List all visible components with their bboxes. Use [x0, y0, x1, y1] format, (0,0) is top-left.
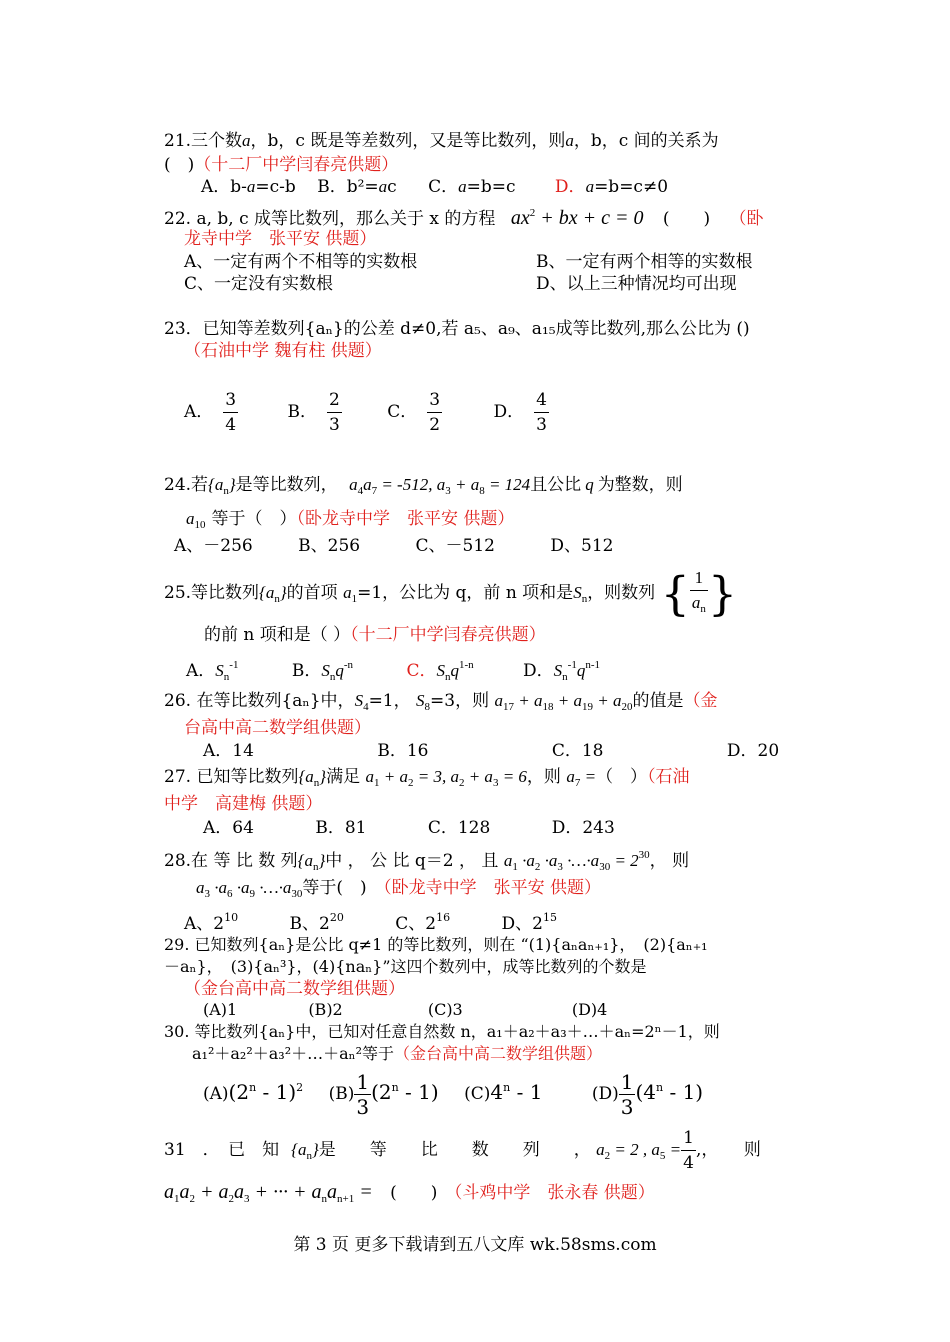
q25-line2: 的前 n 项和是（ ）（十二厂中学闫春亮供题） — [204, 625, 546, 645]
q29-line1: 29. 已知数列{aₙ}是公比 q≠1 的等比数列，则在 “(1){aₙaₙ₊₁}， (2){aₙ₊₁ — [164, 935, 708, 954]
q22-line1: 22. a, b, c 成等比数列，那么关于 x 的方程 $ax^2$ + bx + c = 0 ( ) （卧 — [164, 207, 764, 229]
q24-options: A、－256 B、256 C、－512 D、512 — [174, 536, 614, 556]
q22-equation: $ax^2$ + bx + c = 0 — [510, 207, 644, 229]
q31-line2: $a_1a_2 + a_2a_3$ + ··· + $a_na_{n+1}$ = ( ) （斗鸡中学 张永春 供题） — [164, 1181, 655, 1205]
page-footer: 第 3 页 更多下载请到五八文库 wk.58sms.com — [293, 1235, 657, 1255]
q29-line2: －aₙ}， (3){aₙ³}，(4){naₙ}”这四个数列中，成等比数列的个数是 — [164, 957, 647, 976]
q26-line1: 26. 在等比数列{aₙ}中，$S_4=1$， $S_8=3$，则 $a_{17} + a_{18} + a_{19} + a_{20}$的值是（金 — [164, 691, 718, 713]
q23-options: A． $\frac{3}{4}$ B． $\frac{2}{3}$ C． $\frac{3}{2}$ D． $\frac{4}{3}$ — [184, 390, 547, 435]
q31-line1: 31 ． 已 知 $\{a_n\}$是 等 比 数 列 ， $a_2 = 2$ , $a_5$ = $\frac{1}{4}$ ,， 则 — [164, 1128, 761, 1173]
q30-line1: 30. 等比数列{aₙ}中，已知对任意自然数 n，a₁＋a₂＋a₃＋…＋aₙ=2ⁿ－1，则 — [164, 1022, 720, 1041]
q27-options: A．64 B．81 C．128 D．243 — [203, 818, 615, 838]
q27-line1: 27. 已知等比数列$\{a_n\}$满足 $a_1 + a_2 = 3$, $a_2 + a_3 = 6$，则 $a_7$ =（ ）（石油 — [164, 767, 690, 789]
q28-line1: 28.在 等 比 数 列$\{a_n\}$中 ， 公 比 q＝2 ， 且 $a_1 \cdot a_2 \cdot a_3$ $\cdot\dots\cdot a_{30} = 2^{30}$， 则 — [164, 849, 690, 873]
q27-source: 中学 高建梅 供题） — [164, 794, 323, 814]
q21-options: A．b-a=c-b B．b²=ac C．a=b=c D．a=b=c≠0 — [201, 177, 669, 197]
q29-options: (A)1 (B)2 (C)3 (D)4 — [203, 1000, 608, 1019]
q28-line2: $a_3 \cdot a_6 \cdot a_9$ $\cdot\dots\cdot a_{30}$等于( ) （卧龙寺中学 张平安 供题） — [196, 878, 602, 900]
q26-source: 台高中高二数学组供题） — [184, 718, 371, 738]
q26-options: A．14 B．16 C．18 D．20 — [203, 741, 780, 761]
q22-opt-b: B、一定有两个相等的实数根 — [536, 252, 753, 272]
q25-line1: 25.等比数列$\{a_n\}$的首项 $a_1=1$，公比为 q，前 n 项和是$S_n$，则数列 { $\frac{1}{a_n}$ } — [164, 566, 738, 621]
q22-opt-c: C、一定没有实数根 — [184, 274, 334, 294]
q22-opt-a: A、一定有两个不相等的实数根 — [184, 252, 418, 272]
q21-line1: 21.三个数a，b，c 既是等差数列，又是等比数列，则a，b，c 间的关系为 — [164, 131, 719, 151]
q23-line1: 23．已知等差数列{aₙ}的公差 d≠0,若 a₅、a₉、a₁₅成等比数列,那么公比为 () — [164, 319, 750, 339]
q24-line1: 24.若$\{a_n\}$是等比数列， $a_4a_7 = -512$, $a_3 + a_8 = 124$且公比 q 为整数，则 — [164, 475, 683, 497]
q25-options: A．$S_n^{-1}$ B．$S_nq^{-n}$ C．$S_nq^{1-n}$ D．$S_n^{-1}q^{n-1}$ — [186, 659, 601, 683]
q22-opt-d: D、以上三种情况均可出现 — [536, 274, 737, 294]
q21-line2: ( )（十二厂中学闫春亮供题） — [164, 155, 399, 175]
q23-source: （石油中学 魏有柱 供题） — [184, 341, 382, 361]
q28-options: A、$2^{10}$ B、$2^{20}$ C、$2^{16}$ D、$2^{15}$ — [184, 911, 557, 934]
q30-line2: a₁²＋a₂²＋a₃²＋…＋aₙ²等于（金台高中高二数学组供题） — [192, 1044, 602, 1063]
q21-source: （十二厂中学闫春亮供题） — [194, 155, 399, 175]
q24-line2: $a_{10}$ 等于（ ）（卧龙寺中学 张平安 供题） — [186, 509, 515, 531]
q30-options: (A)(2$^n$ - 1)$^2$ (B) $\frac{1}{3}$ (2$^n$ - 1) (C)4$^n$ - 1 (D) $\frac{1}{3}$ (4$^n$ - 1) — [203, 1070, 704, 1119]
q29-source: （金台高中高二数学组供题） — [184, 979, 405, 999]
q22-source: 龙寺中学 张平安 供题） — [184, 229, 377, 249]
